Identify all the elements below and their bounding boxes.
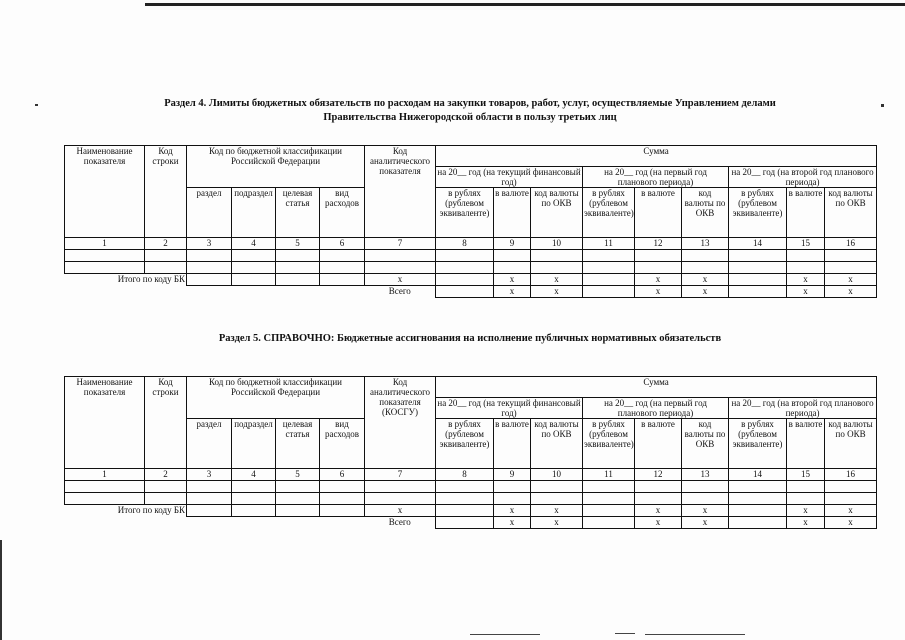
scan-mark — [881, 104, 884, 107]
column-number: 14 — [729, 237, 787, 249]
header-section: раздел — [187, 418, 232, 468]
scan-bottom-line — [645, 634, 745, 635]
header-year-first: на 20__ год (на первый год планового периода) — [583, 166, 729, 187]
grand-total-label: Всего — [388, 285, 411, 296]
column-number: 11 — [583, 468, 635, 480]
total-bk-label: Итого по коду БК — [117, 273, 185, 284]
column-number: 2 — [145, 237, 187, 249]
header-year-first: на 20__ год (на первый год планового периода) — [583, 397, 729, 418]
column-number: 3 — [187, 468, 232, 480]
x-mark: х — [787, 516, 825, 528]
x-mark: х — [531, 285, 583, 297]
header-okv: код валюты по ОКВ — [682, 187, 729, 237]
x-mark: х — [825, 285, 877, 297]
column-number: 15 — [787, 468, 825, 480]
column-number: 10 — [531, 237, 583, 249]
x-mark: х — [531, 516, 583, 528]
header-indicator: Наименование показателя — [65, 146, 145, 238]
scan-bottom-line — [615, 633, 635, 634]
header-target: целевая статья — [276, 418, 320, 468]
column-number: 7 — [365, 468, 436, 480]
header-currency: в валюте — [787, 187, 825, 237]
column-number: 4 — [232, 237, 276, 249]
header-bk-code: Код по бюджетной классификации Российской Федерации — [187, 377, 365, 398]
column-number-row — [65, 468, 877, 480]
x-mark: х — [494, 504, 531, 516]
x-mark: х — [682, 516, 729, 528]
x-mark: х — [635, 516, 682, 528]
column-number: 1 — [65, 237, 145, 249]
header-year-current: на 20__ год (на текущий финансовый год) — [437, 397, 581, 418]
x-mark: х — [825, 516, 877, 528]
x-mark: х — [825, 273, 877, 285]
header-expense-type: вид расходов — [320, 418, 365, 468]
header-okv: код валюты по ОКВ — [682, 418, 729, 468]
header-sum: Сумма — [436, 146, 877, 167]
x-mark: х — [682, 273, 729, 285]
column-number: 2 — [145, 468, 187, 480]
column-number: 8 — [436, 468, 494, 480]
header-indicator: Наименование показателя — [65, 377, 145, 469]
x-mark: х — [635, 285, 682, 297]
header-section: раздел — [187, 187, 232, 237]
header-bk-code: Код по бюджетной классификации Российской Федерации — [187, 146, 365, 167]
header-year-current: на 20__ год (на текущий финансовый год) — [437, 166, 581, 187]
scan-top-bar — [145, 3, 905, 6]
column-number: 9 — [494, 468, 531, 480]
header-currency: в валюте — [635, 187, 682, 237]
scan-left-edge — [0, 540, 2, 640]
header-analytic: Код аналитического показателя (КОСГУ) — [365, 377, 436, 469]
column-number: 12 — [635, 237, 682, 249]
column-number: 14 — [729, 468, 787, 480]
x-mark: х — [365, 273, 436, 285]
x-mark: х — [635, 273, 682, 285]
column-number: 12 — [635, 468, 682, 480]
header-currency: в валюте — [635, 418, 682, 468]
header-rubles: в рублях (рублевом эквиваленте) — [436, 418, 494, 468]
x-mark: х — [365, 504, 436, 516]
section4-title-line2: Правительства Нижегородской области в пользу третьих лиц — [323, 112, 617, 123]
column-number: 16 — [825, 237, 877, 249]
header-okv: код валюты по ОКВ — [531, 187, 583, 237]
header-line-code: Код строки — [145, 377, 187, 469]
header-rubles: в рублях (рублевом эквиваленте) — [729, 418, 787, 468]
x-mark: х — [494, 516, 531, 528]
section4-title — [60, 97, 880, 125]
x-mark: х — [531, 504, 583, 516]
section4-table — [64, 145, 877, 298]
column-number: 6 — [320, 468, 365, 480]
header-rubles: в рублях (рублевом эквиваленте) — [583, 418, 635, 468]
x-mark: х — [531, 273, 583, 285]
scan-bottom-line — [470, 634, 540, 635]
total-bk-row — [65, 273, 877, 285]
column-number: 5 — [276, 237, 320, 249]
column-number: 8 — [436, 237, 494, 249]
grand-total-row — [65, 285, 877, 297]
column-number: 4 — [232, 468, 276, 480]
header-subsection: подраздел — [232, 418, 276, 468]
column-number: 13 — [682, 468, 729, 480]
header-currency: в валюте — [787, 418, 825, 468]
scan-mark — [35, 104, 38, 106]
header-subsection: подраздел — [232, 187, 276, 237]
x-mark: х — [787, 273, 825, 285]
header-rubles: в рублях (рублевом эквиваленте) — [436, 187, 494, 237]
total-bk-row — [65, 504, 877, 516]
column-number: 7 — [365, 237, 436, 249]
column-number: 1 — [65, 468, 145, 480]
column-number: 6 — [320, 237, 365, 249]
header-expense-type: вид расходов — [320, 187, 365, 237]
column-number: 10 — [531, 468, 583, 480]
table-row — [65, 480, 877, 492]
column-number: 15 — [787, 237, 825, 249]
header-year-second: на 20__ год (на второй год планового периода) — [729, 166, 877, 187]
x-mark: х — [494, 285, 531, 297]
x-mark: х — [682, 504, 729, 516]
header-okv: код валюты по ОКВ — [825, 418, 877, 468]
grand-total-label: Всего — [388, 516, 411, 527]
header-line-code: Код строки — [145, 146, 187, 238]
header-rubles: в рублях (рублевом эквиваленте) — [729, 187, 787, 237]
section5-table — [64, 376, 877, 529]
header-sum: Сумма — [436, 377, 877, 398]
section4-title-line1: Раздел 4. Лимиты бюджетных обязательств по расходам на закупки товаров, работ, услуг, осуществляемые Управлением делами — [164, 98, 776, 109]
column-number: 9 — [494, 237, 531, 249]
header-year-second: на 20__ год (на второй год планового периода) — [729, 397, 877, 418]
column-number: 5 — [276, 468, 320, 480]
header-target: целевая статья — [276, 187, 320, 237]
x-mark: х — [787, 504, 825, 516]
column-number-row — [65, 237, 877, 249]
table-row — [65, 249, 877, 261]
header-okv: код валюты по ОКВ — [825, 187, 877, 237]
section5-title: Раздел 5. СПРАВОЧНО: Бюджетные ассигнования на исполнение публичных нормативных обязательств — [218, 333, 722, 344]
table-row — [65, 492, 877, 504]
x-mark: х — [787, 285, 825, 297]
total-bk-label: Итого по коду БК — [117, 504, 185, 515]
column-number: 13 — [682, 237, 729, 249]
header-analytic: Код аналитического показателя — [365, 146, 436, 238]
x-mark: х — [682, 285, 729, 297]
x-mark: х — [494, 273, 531, 285]
x-mark: х — [635, 504, 682, 516]
table-row — [65, 261, 877, 273]
header-okv: код валюты по ОКВ — [531, 418, 583, 468]
grand-total-row — [65, 516, 877, 528]
header-currency: в валюте — [494, 187, 531, 237]
column-number: 3 — [187, 237, 232, 249]
header-rubles: в рублях (рублевом эквиваленте) — [583, 187, 635, 237]
column-number: 16 — [825, 468, 877, 480]
column-number: 11 — [583, 237, 635, 249]
x-mark: х — [825, 504, 877, 516]
header-currency: в валюте — [494, 418, 531, 468]
